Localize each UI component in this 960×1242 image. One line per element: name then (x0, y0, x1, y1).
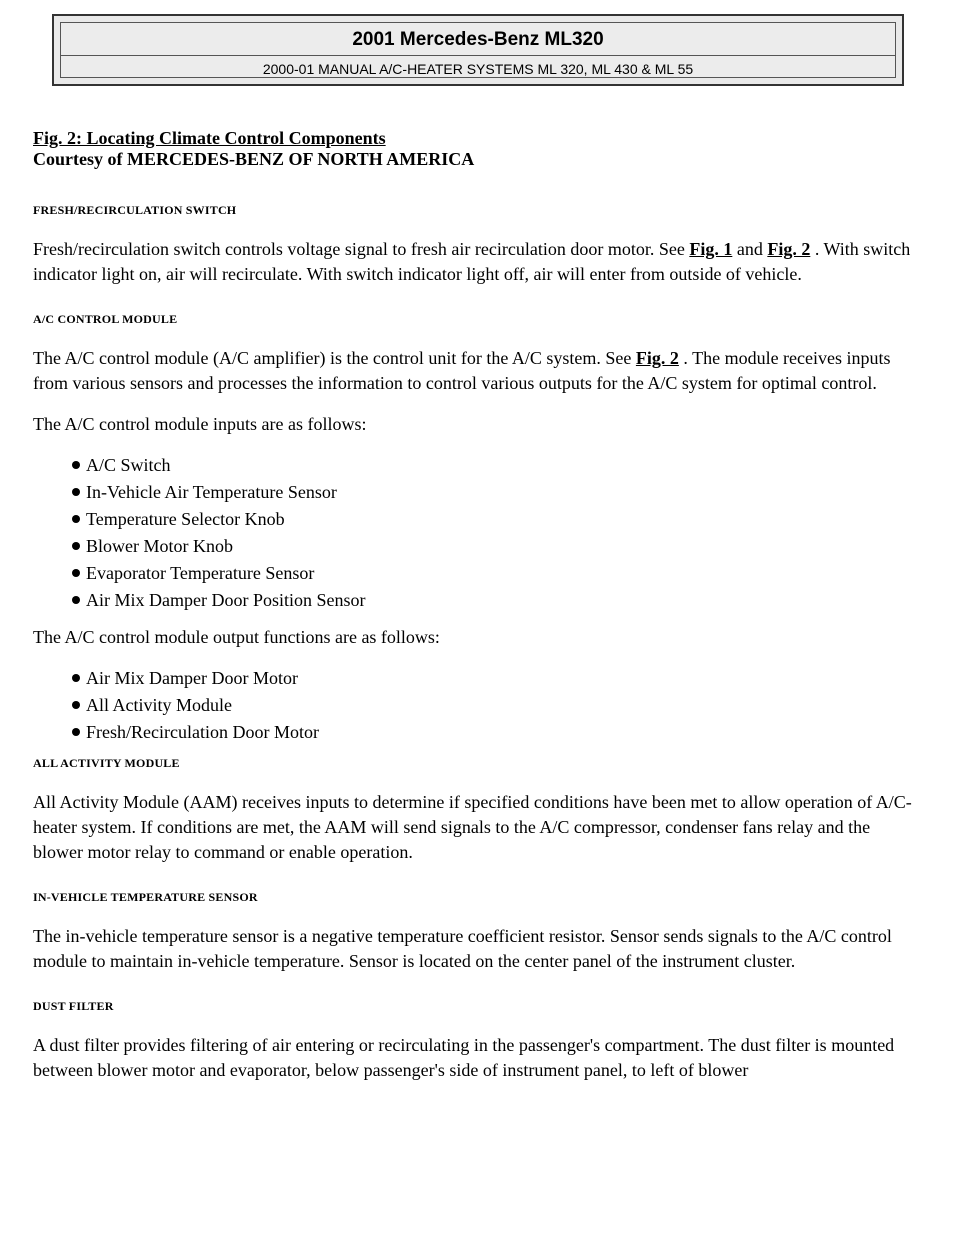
heading-ac-control-module: A/C CONTROL MODULE (33, 312, 178, 326)
outputs-intro: The A/C control module output functions are as follows: (33, 627, 440, 647)
document-subtitle: 2000-01 MANUAL A/C-HEATER SYSTEMS ML 320, ML 430 & ML 55 (262, 61, 694, 77)
heading-dust-filter: DUST FILTER (33, 999, 114, 1013)
aam-paragraph: All Activity Module (AAM) receives inputs to determine if specified conditions have been met to allow operation of A/C-heater system. If conditions are met, the AAM will send signals to the A/C compressor, condenser fans relay and the blower motor relay to command or enable operation. (33, 792, 912, 862)
bullet-icon (72, 515, 80, 523)
inputs-list (33, 455, 913, 617)
list-item: Fresh/Recirculation Door Motor (33, 722, 913, 749)
list-item: Temperature Selector Knob (33, 509, 913, 536)
heading-all-activity-module: ALL ACTIVITY MODULE (33, 756, 180, 770)
list-item: Air Mix Damper Door Motor (33, 668, 913, 695)
bullet-icon (72, 596, 80, 604)
inputs-intro: The A/C control module inputs are as follows: (33, 414, 367, 434)
figure-title-link[interactable]: Fig. 2: Locating Climate Control Components (33, 128, 386, 148)
bullet-icon (72, 701, 80, 709)
list-item: A/C Switch (33, 455, 913, 482)
bullet-icon (72, 728, 80, 736)
list-item: Blower Motor Knob (33, 536, 913, 563)
page-header (52, 14, 904, 86)
page-content (33, 128, 913, 1083)
bullet-icon (72, 461, 80, 469)
document-title: 2001 Mercedes-Benz ML320 (61, 25, 895, 56)
list-item: In-Vehicle Air Temperature Sensor (33, 482, 913, 509)
ac-module-paragraph: The A/C control module (A/C amplifier) is the control unit for the A/C system. See Fig. 2 . The module receives inputs from various sensors and processes the information to control various outputs for the A/C system for optimal control. (33, 348, 891, 393)
fresh-switch-paragraph: Fresh/recirculation switch controls voltage signal to fresh air recirculation door motor. See Fig. 1 and Fig. 2 . With switch indicator light on, air will recirculate. With switch indicator light off, air will enter from outside of vehicle. (33, 239, 911, 284)
heading-in-vehicle-sensor: IN-VEHICLE TEMPERATURE SENSOR (33, 890, 258, 904)
outputs-list (33, 668, 913, 749)
bullet-icon (72, 674, 80, 682)
fig-2-link[interactable]: Fig. 2 (767, 239, 811, 259)
list-item: Evaporator Temperature Sensor (33, 563, 913, 590)
header-inner (60, 22, 896, 78)
bullet-icon (72, 488, 80, 496)
heading-fresh-switch: FRESH/RECIRCULATION SWITCH (33, 203, 237, 217)
list-item: Air Mix Damper Door Position Sensor (33, 590, 913, 617)
bullet-icon (72, 542, 80, 550)
bullet-icon (72, 569, 80, 577)
in-vehicle-paragraph: The in-vehicle temperature sensor is a negative temperature coefficient resistor. Sensor sends signals to the A/C control module to maintain in-vehicle temperature. Sensor is located on the center panel of the instrument cluster. (33, 926, 892, 971)
fig-1-link[interactable]: Fig. 1 (689, 239, 733, 259)
fig-2-link-ac[interactable]: Fig. 2 (635, 348, 679, 368)
list-item: All Activity Module (33, 695, 913, 722)
dust-filter-paragraph: A dust filter provides filtering of air entering or recirculating in the passenger's compartment. The dust filter is mounted between blower motor and evaporator, below passenger's side of instrument panel, to left of blower (33, 1035, 895, 1080)
figure-credit: Courtesy of MERCEDES-BENZ OF NORTH AMERICA (33, 149, 475, 169)
